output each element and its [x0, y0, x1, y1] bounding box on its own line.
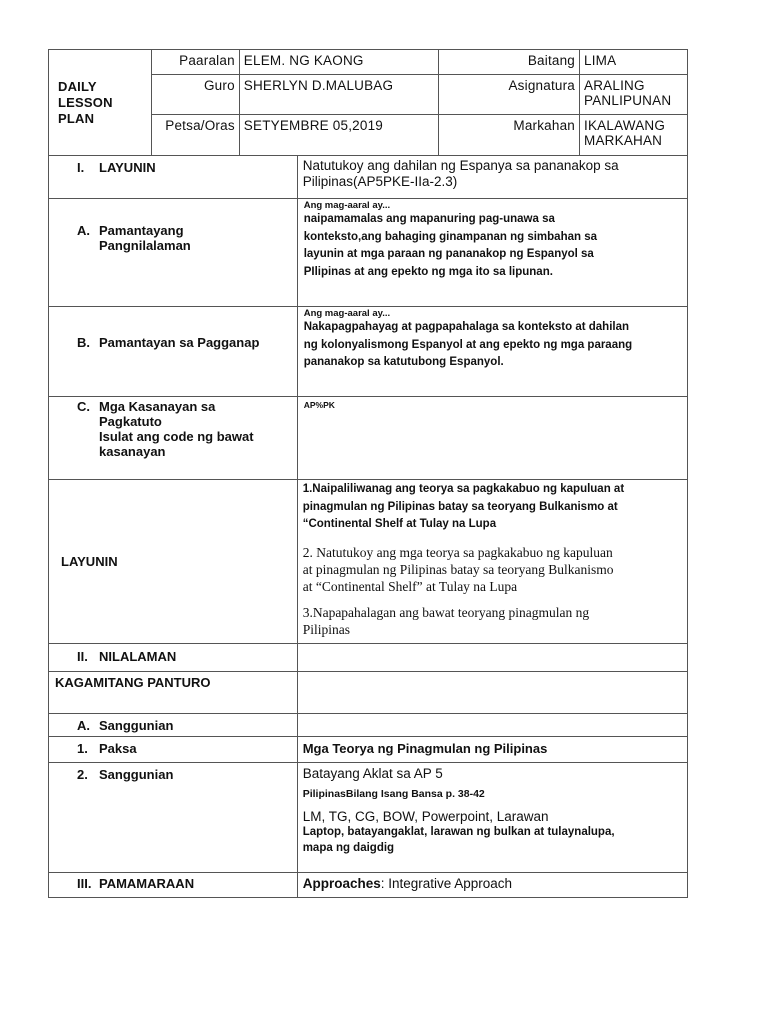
text-line: 1.Naipaliliwanag ang teorya sa pagkakabuo ng kapuluan at: [302, 483, 625, 495]
section-label: NILALAMAN: [99, 649, 177, 664]
lesson-plan-table: [48, 155, 688, 898]
section-number: A.: [77, 718, 90, 733]
table-row: [49, 307, 688, 397]
text-line: Nakapagpahayag at pagpapahalaga sa konteksto at dahilan: [303, 321, 629, 333]
table-row: [49, 480, 688, 644]
section-number: A.: [77, 223, 90, 238]
text-line: Laptop, batayangaklat, larawan ng bulkan at tulaynalupa,: [302, 825, 615, 838]
header-table: [48, 49, 688, 156]
quarter-value-line: MARKAHAN: [584, 133, 663, 148]
quarter-value-line: IKALAWANG: [584, 118, 666, 133]
text-line: layunin at mga paraan ng pananakop ng Espanyol sa: [303, 248, 594, 260]
dlp-line: LESSON: [58, 94, 113, 110]
procedure-text-cell: [297, 873, 687, 898]
content-text-cell: [297, 644, 687, 672]
dlp-line: DAILY: [58, 78, 97, 94]
quarter-value: [580, 115, 688, 156]
reference-label-cell: [49, 763, 298, 873]
section-label: KAGAMITANG PANTURO: [55, 675, 211, 690]
text-line: pinagmulan ng Pilipinas batay sa teoryang Bulkanismo at: [302, 500, 618, 513]
approaches-label: Approaches: [302, 876, 381, 891]
topic-label-cell: [49, 737, 298, 763]
text-line: PIlipinas at ang epekto ng mga ito sa lipunan.: [303, 265, 553, 278]
text-line: PilipinasBilang Isang Bansa p. 38-42: [302, 788, 485, 800]
subject-label: Asignatura: [439, 75, 580, 115]
school-value: ELEM. NG KAONG: [239, 50, 439, 75]
performance-standard-text-cell: [297, 307, 687, 397]
section-number: I.: [77, 160, 85, 175]
materials-text-cell: [297, 672, 687, 714]
text-line: at pinagmulan ng Pilipinas batay sa teoryang Bulkanismo: [302, 561, 614, 577]
subject-value-line: ARALING: [584, 78, 645, 93]
grade-value: LIMA: [580, 50, 688, 75]
topic-text-cell: [297, 737, 687, 763]
section-label: kasanayan: [99, 444, 166, 459]
competency-text-cell: [297, 397, 687, 480]
objectives-text-cell: [297, 480, 687, 644]
objectives-label-cell: [49, 480, 298, 644]
section-label: PAMAMARAAN: [99, 876, 195, 891]
text-line: konteksto,ang bahaging ginampanan ng simbahan sa: [303, 230, 597, 243]
text-line: LM, TG, CG, BOW, Powerpoint, Larawan: [302, 808, 549, 824]
text-line: 2. Natutukoy ang mga teorya sa pagkakabuo ng kapuluan: [302, 544, 613, 560]
content-label-cell: [49, 644, 298, 672]
references-label-cell: [49, 714, 298, 737]
section-number: 1.: [77, 741, 88, 756]
grade-label: Baitang: [439, 50, 580, 75]
school-label: Paaralan: [151, 50, 239, 75]
section-label: Paksa: [99, 741, 137, 756]
table-row: [49, 737, 688, 763]
section-label: LAYUNIN: [99, 160, 156, 175]
section-label: Pamantayan sa Pagganap: [99, 335, 260, 350]
teacher-value: SHERLYN D.MALUBAG: [239, 75, 439, 115]
content-standard-text-cell: [297, 199, 687, 307]
materials-label-cell: [49, 672, 298, 714]
section-label: Pagkatuto: [99, 414, 162, 429]
table-row: [49, 644, 688, 672]
table-row: [49, 156, 688, 199]
dlp-title: [49, 50, 152, 156]
competency-code: AP%PK: [303, 400, 335, 410]
text-line: Natutukoy ang dahilan ng Espanya sa pananakop sa: [302, 158, 619, 173]
table-row: [49, 199, 688, 307]
section-number: B.: [77, 335, 90, 350]
quarter-label: Markahan: [439, 115, 580, 156]
layunin-label-cell: [49, 156, 298, 199]
section-label: Pamantayang: [99, 223, 184, 238]
table-row: [49, 397, 688, 480]
section-label: LAYUNIN: [61, 554, 118, 569]
text-line: 3.Napapahalagan ang bawat teoryang pinagmulan ng: [302, 604, 590, 620]
references-text-cell: [297, 714, 687, 737]
text-line: Ang mag-aaral ay...: [303, 308, 391, 319]
section-number: II.: [77, 649, 88, 664]
text-line: Ang mag-aaral ay...: [303, 200, 391, 211]
text-line: naipamamalas ang mapanuring pag-unawa sa: [303, 213, 555, 225]
section-label: Isulat ang code ng bawat: [99, 429, 254, 444]
topic-text: Mga Teorya ng Pinagmulan ng Pilipinas: [302, 741, 548, 756]
text-line: at “Continental Shelf” at Tulay na Lupa: [302, 578, 518, 594]
performance-standard-label-cell: [49, 307, 298, 397]
date-label: Petsa/Oras: [151, 115, 239, 156]
section-number: 2.: [77, 767, 88, 782]
text-line: Pilipinas(AP5PKE-IIa-2.3): [302, 174, 458, 189]
section-number: C.: [77, 399, 90, 414]
procedure-label-cell: [49, 873, 298, 898]
section-number: III.: [77, 876, 92, 891]
text-line: Pilipinas: [302, 621, 350, 637]
text-line: mapa ng daigdig: [302, 841, 395, 854]
section-label: Mga Kasanayan sa: [99, 399, 216, 414]
section-label: Sanggunian: [99, 718, 174, 733]
table-row: [49, 763, 688, 873]
table-row: [49, 873, 688, 898]
table-row: [49, 714, 688, 737]
competency-label-cell: [49, 397, 298, 480]
teacher-label: Guro: [151, 75, 239, 115]
reference-text-cell: [297, 763, 687, 873]
table-row: [49, 672, 688, 714]
text-line: pananakop sa katutubong Espanyol.: [303, 356, 504, 368]
date-value: SETYEMBRE 05,2019: [239, 115, 439, 156]
text-line: ng kolonyalismong Espanyol at ang epekto ng mga paraang: [303, 338, 633, 351]
text-line: Batayang Aklat sa AP 5: [302, 766, 443, 781]
approaches-value: : Integrative Approach: [380, 876, 513, 891]
section-label: Pangnilalaman: [99, 238, 191, 253]
subject-value-line: PANLIPUNAN: [584, 93, 672, 108]
dlp-line: PLAN: [58, 110, 95, 126]
subject-value: [580, 75, 688, 115]
section-label: Sanggunian: [99, 767, 174, 782]
layunin-text-cell: [297, 156, 687, 199]
text-line: “Continental Shelf at Tulay na Lupa: [302, 518, 497, 530]
content-standard-label-cell: [49, 199, 298, 307]
